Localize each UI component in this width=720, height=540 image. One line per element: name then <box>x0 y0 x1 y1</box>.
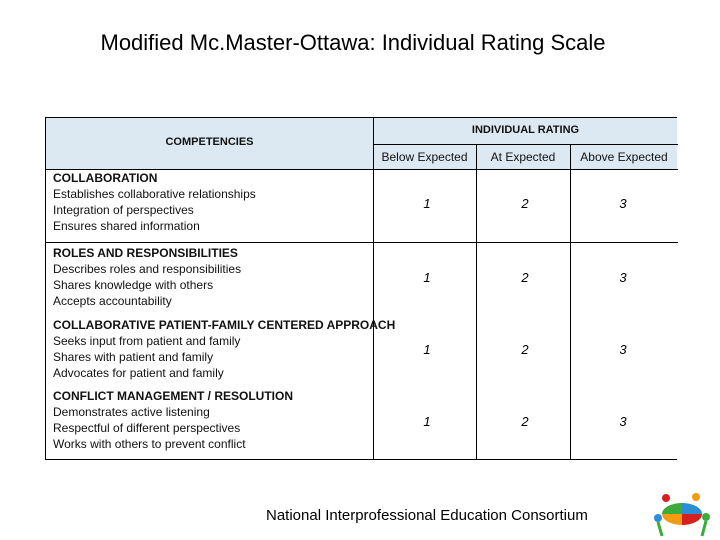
section-heading: CONFLICT MANAGEMENT / RESOLUTION <box>53 389 293 403</box>
rating-value[interactable]: 3 <box>619 196 627 211</box>
competency-item: Works with others to prevent conflict <box>53 437 246 451</box>
rating-value[interactable]: 3 <box>619 342 627 357</box>
competency-item: Seeks input from patient and family <box>53 334 241 348</box>
rating-value[interactable]: 1 <box>423 342 431 357</box>
rating-header: INDIVIDUAL RATING <box>471 124 580 136</box>
competency-item: Describes roles and responsibilities <box>53 262 242 276</box>
competency-item: Accepts accountability <box>53 294 172 308</box>
competency-section <box>53 170 256 234</box>
rating-value[interactable]: 2 <box>521 342 529 357</box>
section-heading: ROLES AND RESPONSIBILITIES <box>53 246 238 260</box>
slide-title: Modified Mc.Master-Ottawa: Individual Rating Scale <box>100 30 606 55</box>
competency-item: Shares with patient and family <box>53 350 214 364</box>
competencies-header: COMPETENCIES <box>165 136 254 148</box>
section-heading: COLLABORATIVE PATIENT-FAMILY CENTERED APPROACH <box>53 318 396 332</box>
competency-section <box>53 388 293 452</box>
competency-section <box>53 245 241 309</box>
column-below-expected: Below Expected <box>381 150 468 164</box>
competency-item: Integration of perspectives <box>53 203 194 217</box>
competency-item: Ensures shared information <box>53 219 200 233</box>
competency-item: Advocates for patient and family <box>53 366 224 380</box>
rating-value[interactable]: 2 <box>521 270 529 285</box>
competency-section <box>53 317 395 381</box>
section-heading: COLLABORATION <box>53 171 158 185</box>
column-at-expected: At Expected <box>490 150 556 164</box>
competency-item: Establishes collaborative relationships <box>53 187 256 201</box>
rating-value[interactable]: 3 <box>619 414 627 429</box>
competency-item: Respectful of different perspectives <box>53 421 241 435</box>
footer-text: National Interprofessional Education Consortium <box>266 507 588 524</box>
column-above-expected: Above Expected <box>580 150 668 164</box>
competency-item: Shares knowledge with others <box>53 278 214 292</box>
rating-value[interactable]: 3 <box>619 270 627 285</box>
rating-value[interactable]: 2 <box>521 196 529 211</box>
rating-value[interactable]: 1 <box>423 196 431 211</box>
competency-item: Demonstrates active listening <box>53 405 210 419</box>
rating-value[interactable]: 1 <box>423 270 431 285</box>
rating-value[interactable]: 2 <box>521 414 529 429</box>
rating-value[interactable]: 1 <box>423 414 431 429</box>
puzzle-team-logo-icon <box>652 490 712 538</box>
